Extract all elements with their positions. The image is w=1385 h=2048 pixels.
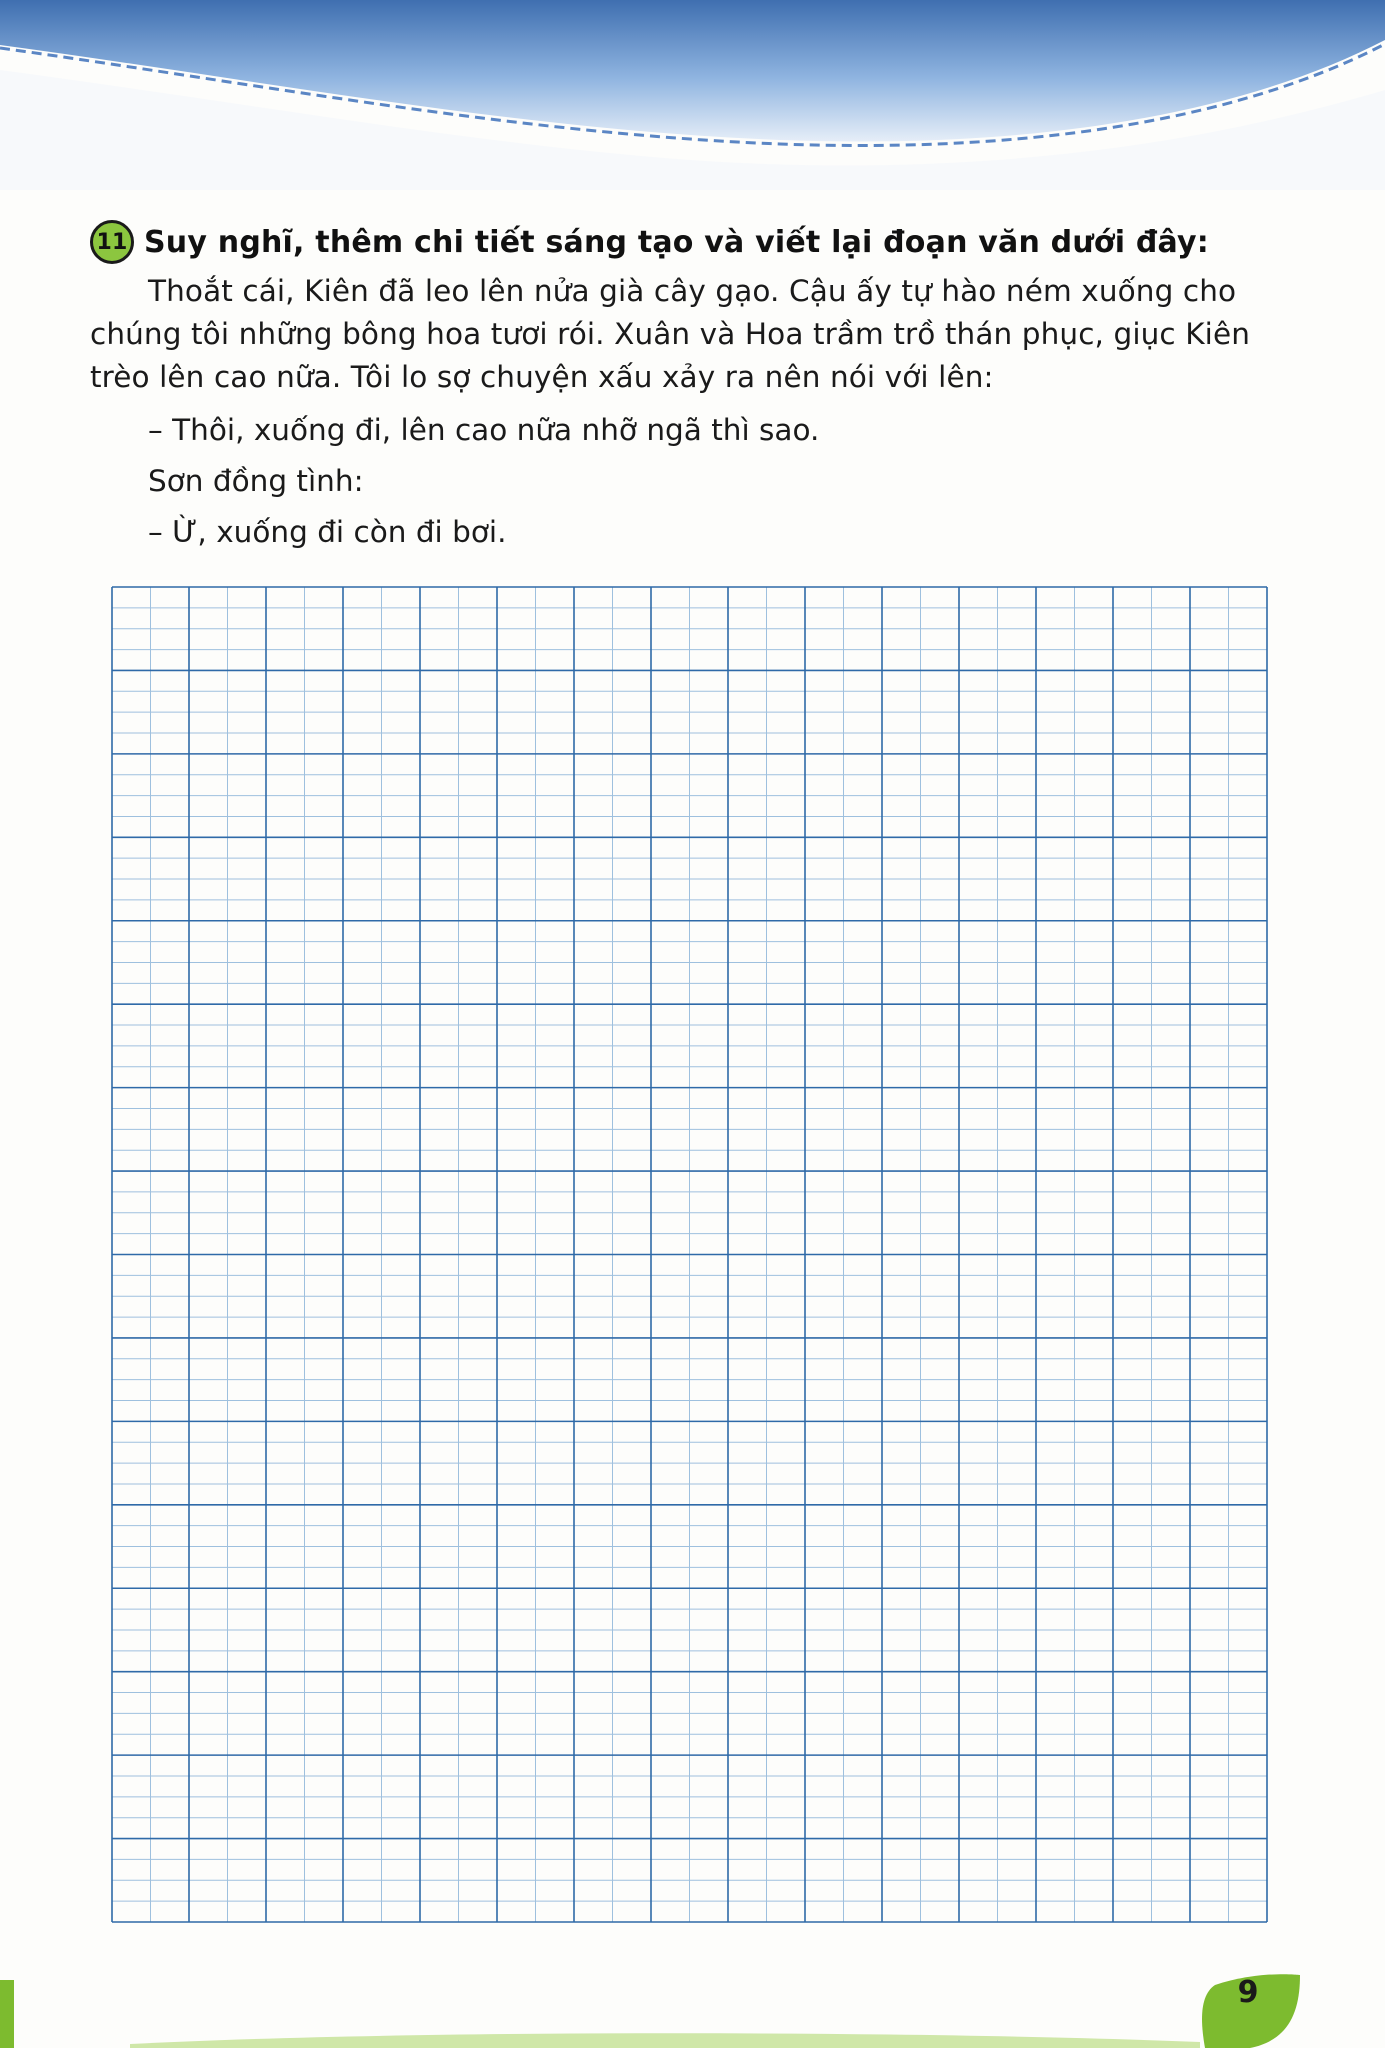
writing-grid[interactable] — [110, 585, 1270, 1929]
writing-grid-lines — [110, 585, 1270, 1925]
dialogue-line-1: – Thôi, xuống đi, lên cao nữa nhỡ ngã thì sao. — [148, 413, 820, 447]
exercise-heading — [90, 220, 1290, 264]
page-number: 9 — [1237, 1975, 1259, 2010]
exercise-11 — [90, 220, 1290, 554]
footer-decoration — [0, 1950, 1385, 2048]
dialogue-line-2: Sơn đồng tình: — [148, 464, 364, 498]
exercise-title: Suy nghĩ, thêm chi tiết sáng tạo và viết lại đoạn văn dưới đây: — [144, 224, 1209, 260]
dialogue-line-3: – Ừ, xuống đi còn đi bơi. — [148, 515, 507, 549]
exercise-number-badge: 11 — [90, 220, 134, 264]
story-paragraph: Thoắt cái, Kiên đã leo lên nửa già cây gạo. Cậu ấy tự hào ném xuống cho chúng tôi những bông hoa tươi rói. Xuân và Hoa trầm trồ thán phục, giục Kiên trèo lên cao nữa. Tôi lo sợ chuyện xấu xảy ra nên nói với lên: — [90, 274, 1251, 394]
header-decoration — [0, 0, 1385, 190]
